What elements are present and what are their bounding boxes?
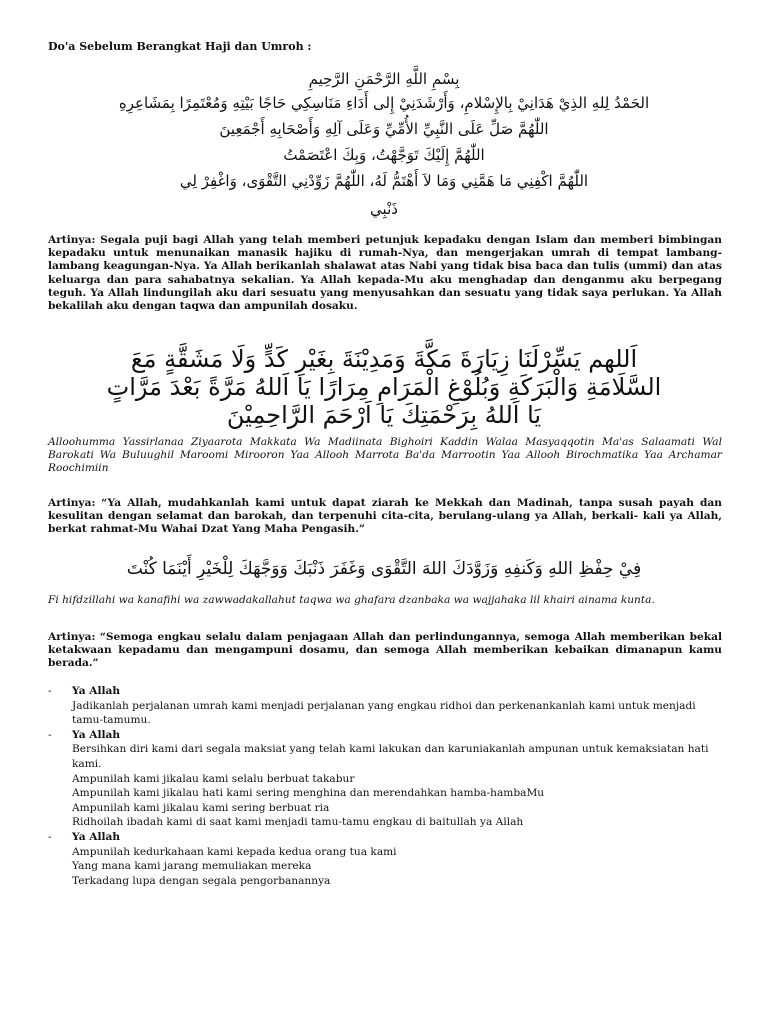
arabic-line: ذَنْبِي <box>370 200 398 218</box>
list-item <box>48 728 728 830</box>
artinya-label: Artinya: <box>48 234 96 246</box>
arabic-line: اللّٰهُمَّ صَلِّ عَلَى النَّبِيِّ الأُمِّيِّ وَعَلَى آلِهِ وَأَصْحَابِهِ أَجْمَعِينَ <box>219 120 549 138</box>
artinya-label: Artinya: <box>48 631 96 643</box>
artinya-label: Artinya: <box>48 497 96 509</box>
list-item-heading: Ya Allah <box>72 685 121 697</box>
list-line: Terkadang lupa dengan segala pengorbanannya <box>72 874 331 887</box>
transliteration-1: Alloohumma Yassirlanaa Ziyaarota Makkata Wa Madiinata Bighoiri Kaddin Walaa Masyaqqotin Ma'as Salaamati Wal Barokati Wa Buluughil Maroomi Mirooron Yaa Allooh Marrota Ba'da Marrootin Yaa Allooh Birochmatika Yaa Archamar Roochimiin <box>48 436 722 475</box>
translation-text: “Ya Allah, mudahkanlah kami untuk dapat ziarah ke Mekkah dan Madinah, tanpa susah payah dan kesulitan dengan selamat dan barokah, dan terpenuhi cita-cita, berulang-ulang ya Allah, berkali- kali ya Allah, berkat rahmat-Mu Wahai Dzat Yang Maha Pengasih.” <box>48 497 722 536</box>
list-line: Bersihkan diri kami dari segala maksiat yang telah kami lakukan dan karuniakanlah ampunan untuk kemaksiatan hati kami. <box>72 743 709 770</box>
list-item-heading: Ya Allah <box>72 728 121 741</box>
translation-text: “Semoga engkau selalu dalam penjagaan Allah dan perlindungannya, semoga Allah memberikan bekal ketakwaan kepadamu dan mengampuni dosamu, dan semoga Allah memberikan kebaikan dimanapun kamu berada.” <box>48 631 722 670</box>
arabic-line: اللّٰهُمَّ إِلَيْكَ تَوَجَّهْتُ، وَبِكَ اعْتَصَمْتُ <box>283 146 485 164</box>
list-line: Yang mana kami jarang memuliakan mereka <box>72 860 312 873</box>
arabic-large-line: السَّلَامَةِ وَالْبَرَكَةِ وَبُلُوْغِ الْمَرَامِ مِرَارًا يَا اَللهُ مَرَّةً بَعْدَ مَرَّاتٍ <box>106 373 662 401</box>
arabic-line: اللّٰهُمَّ اكْفِنِي مَا هَمَّنِي وَمَا لاَ أَهْتَمُّ لَهُ، اللّٰهُمَّ زَوِّدْنِي التَّقْوَى، وَاغْفِرْ لِي <box>179 172 589 190</box>
translation-paragraph-2 <box>48 497 722 537</box>
list-line: Ampunilah kedurkahaan kami kepada kedua orang tua kami <box>72 845 397 858</box>
list-line: Ampunilah kami jikalau hati kami sering menghina dan merendahkan hamba-hambaMu <box>72 787 545 800</box>
translation-text: Segala puji bagi Allah yang telah memberi petunjuk kepadaku dengan Islam dan memberi bimbingan kepadaku untuk menunaikan manasik hajiku di rumah-Nya, dan mengerjakan umrah di tempat lambang-lambang keagungan-Nya. Ya Allah berikanlah shalawat atas Nabi yang tidak bisa baca dan tulis (ummi) dan atas keluarga dan para sahabatnya sekalian. Ya Allah kepada-Mu aku menghadap dan denganmu aku berpegang teguh. Ya Allah lindungilah aku dari sesuatu yang menyusahkan dan sesuatu yang tidak saya perlukan. Ya Allah bekalilah aku dengan taqwa dan ampunilah dosaku. <box>48 234 722 313</box>
arabic-line: الحَمْدُ لِلهِ الذِيْ هَدَانِيْ بِالإِسْلامِ، وَأَرْشَدَنِيْ إِلى أَدَاءِ مَنَاسِكِي حَاجًا بَيْتِهِ وَمُعْتَمِرًا بِمَشَاعِرِهِ <box>118 94 650 112</box>
list-item-heading: Ya Allah <box>72 830 121 843</box>
list-line: Ampunilah kami jikalau kami sering berbuat ria <box>72 801 330 814</box>
list-dash: - <box>48 728 52 741</box>
translation-paragraph-3 <box>48 631 722 671</box>
arabic-line: فِيْ حِفْظِ اللهِ وَكَنفِهِ وَزَوَّدَكَ اللهَ التَّقْوَى وَغَفَرَ ذَنْبَكَ وَوَجَّهَكَ لِلْخَيْرِ أَيْنَمَا كُنْتَ <box>126 559 642 579</box>
transliteration-2: Fi hifdzillahi wa kanafihi wa zawwadakallahut taqwa wa ghafara dzanbaka wa wajjahaka lil khairi ainama kunta. <box>48 594 655 606</box>
arabic-large-line: يَا اَللهُ بِرَحْمَتِكَ يَا اَرْحَمَ الرَّاحِمِيْنَ <box>226 401 542 429</box>
list-item <box>48 830 728 888</box>
list-dash: - <box>48 830 52 843</box>
list-dash: - <box>48 685 52 697</box>
prayer-list <box>48 684 728 888</box>
translation-paragraph-1 <box>48 234 722 313</box>
document-title: Do'a Sebelum Berangkat Haji dan Umroh : <box>48 40 312 53</box>
list-line: Ridhoilah ibadah kami di saat kami menjadi tamu-tamu engkau di baitullah ya Allah <box>72 816 524 829</box>
arabic-large-line: اَللهم يَسِّرْلَنَا زِيَارَةَ مَكَّةَ وَمَدِيْنَةَ بِغَيْرِ كَدٍّ وَلَا مَشَقَّةٍ مَعَ <box>130 345 638 373</box>
arabic-basmalah: بِسْمِ اللَّهِ الرَّحْمَنِ الرَّحِيمِ <box>308 70 460 88</box>
list-line: Ampunilah kami jikalau kami selalu berbuat takabur <box>72 772 355 785</box>
list-item <box>48 684 728 728</box>
list-line: Jadikanlah perjalanan umrah kami menjadi perjalanan yang engkau ridhoi dan perkenankanlah kami untuk menjadi tamu-tamumu. <box>72 699 696 727</box>
